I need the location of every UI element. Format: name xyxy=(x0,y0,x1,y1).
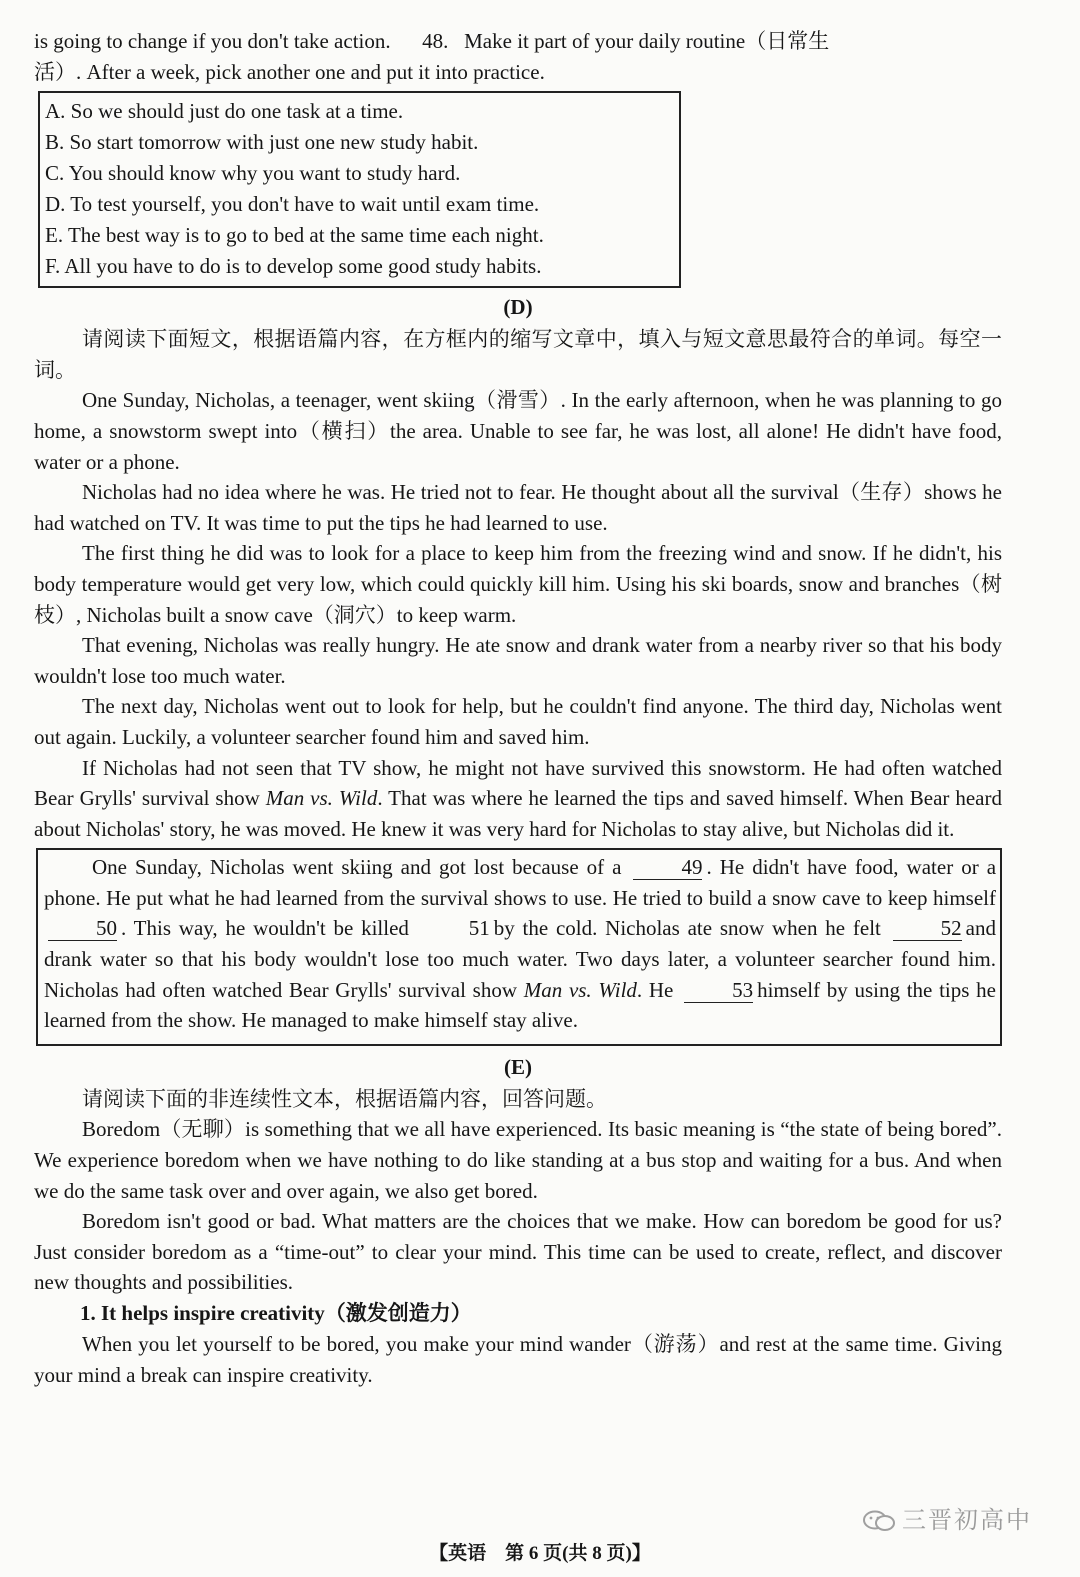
option-f: F. All you have to do is to develop some good study habits. xyxy=(45,254,542,279)
section-d-instruction: 请阅读下面短文，根据语篇内容，在方框内的缩写文章中，填入与短文意思最符合的单词。每空一词。 xyxy=(34,327,1002,382)
page-footer: 【英语 第 6 页(共 8 页)】 xyxy=(429,1543,651,1564)
section-e-heading-1: 1. It helps inspire creativity（激发创造力） xyxy=(80,1301,472,1325)
options-box xyxy=(38,91,681,288)
option-b: B. So start tomorrow with just one new study habit. xyxy=(45,130,479,155)
passage-c-tail: is going to change if you don't take action. 48. Make it part of your daily routine（日常生 xyxy=(34,29,830,53)
section-d-paragraph-2: Nicholas had no idea where he was. He tried not to fear. He thought about all the survival（生存）shows he had watched on TV. It was time to put the tips he had learned to use. xyxy=(34,480,1002,535)
blank-49[interactable]: 49 xyxy=(633,855,702,880)
section-e-paragraph-2: Boredom isn't good or bad. What matters are the choices that we make. How can boredom be good for us? Just consider boredom as a “time-out” to clear your mind. This time can be used to create, reflect, and discover new thoughts and possibilities. xyxy=(34,1209,1002,1295)
section-e-paragraph-1: Boredom（无聊）is something that we all have experienced. Its basic meaning is “the state of being bored”. We experience boredom when we have nothing to do like standing at a bus stop and waiting for a bus. And when we do the same task over and over again, we also get bored. xyxy=(34,1117,1002,1203)
show-title: Man vs. Wild xyxy=(265,786,378,811)
option-d: D. To test yourself, you don't have to wait until exam time. xyxy=(45,192,540,217)
option-c: C. You should know why you want to study hard. xyxy=(45,161,461,186)
section-d-paragraph-1: One Sunday, Nicholas, a teenager, went skiing（滑雪）. In the early afternoon, when he was planning to go home, a snowstorm swept into（横扫）the area. Unable to see far, he was lost, all alone! He didn't have food, water or a phone. xyxy=(34,388,1002,474)
summary-show-title: Man vs. Wild xyxy=(523,977,637,1002)
summary-box xyxy=(36,848,1002,1046)
summary-text: One Sunday, Nicholas went skiing and got lost because of a 49 . He didn't have food, water or a phone. He put what he had learned from the survival shows to use. He tried to build a snow cave to keep himself 50 . This way, he wouldn't be killed 51 by the cold. Nicholas ate snow when he felt 52 and drank water so that his body wouldn't lose too much water. Two days later, a volunteer searcher found him. Nicholas had often watched Bear Grylls' survival show Man vs. Wild. He 53 himself by using the tips he learned from the show. He managed to make himself stay alive. xyxy=(44,855,997,1033)
section-d-paragraph-3: The first thing he did was to look for a place to keep him from the freezing wind and snow. If he didn't, his body temperature would get very low, which could quickly kill him. Using his ski boards, snow and branches（树枝）, Nicholas built a snow cave（洞穴）to keep warm. xyxy=(34,541,1002,627)
option-e: E. The best way is to go to bed at the same time each night. xyxy=(45,223,544,248)
option-a: A. So we should just do one task at a time. xyxy=(45,99,404,124)
question-48-number: 48. xyxy=(422,29,449,53)
wechat-icon xyxy=(862,1510,896,1532)
blank-52[interactable]: 52 xyxy=(893,916,962,941)
blank-53[interactable]: 53 xyxy=(684,978,753,1003)
watermark: 三晋初高中 xyxy=(862,1500,1032,1535)
section-d-paragraph-4: That evening, Nicholas was really hungry. He ate snow and drank water from a nearby river so that his body wouldn't lose too much water. xyxy=(34,633,1002,688)
passage-c-tail-2: 活）. After a week, pick another one and put it into practice. xyxy=(34,59,545,84)
blank-51[interactable]: 51 xyxy=(468,916,490,941)
blank-50[interactable]: 50 xyxy=(48,916,117,941)
exam-page xyxy=(34,26,1002,1390)
section-e-paragraph-3: When you let yourself to be bored, you make your mind wander（游荡）and rest at the same time. Giving your mind a break can inspire creativity. xyxy=(34,1332,1002,1387)
section-e-instruction: 请阅读下面的非连续性文本，根据语篇内容，回答问题。 xyxy=(82,1086,607,1111)
section-d-paragraph-5: The next day, Nicholas went out to look for help, but he couldn't find anyone. The third day, Nicholas went out again. Luckily, a volunteer searcher found him and saved him. xyxy=(34,694,1002,749)
section-e-title: (E) xyxy=(504,1054,532,1079)
section-d-title: (D) xyxy=(503,295,533,320)
section-d-paragraph-6: If Nicholas had not seen that TV show, he might not have survived this snowstorm. He had often watched Bear Grylls' survival show Man vs. Wild. That was where he learned the tips and saved himself. When Bear heard about Nicholas' story, he was moved. He knew it was very hard for Nicholas to stay alive, but Nicholas did it. xyxy=(34,755,1002,841)
